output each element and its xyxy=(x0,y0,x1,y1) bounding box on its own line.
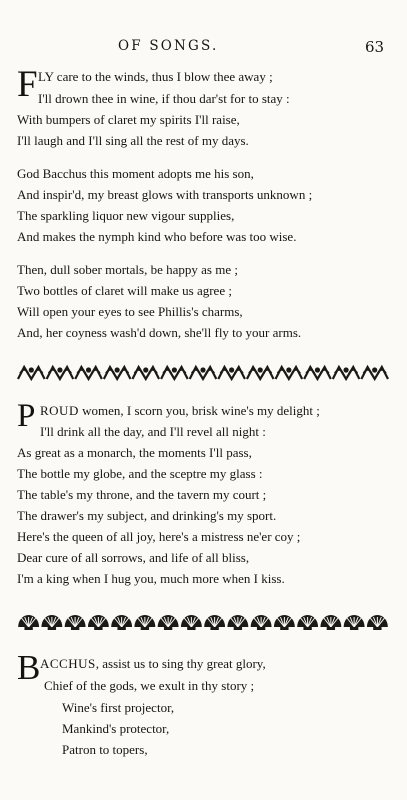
verse-line: As great as a monarch, the moments I'll pass, xyxy=(17,445,252,460)
fleuron-unit xyxy=(104,367,131,379)
shell-unit xyxy=(88,615,109,630)
verse-line: The bottle my globe, and the sceptre my glass : xyxy=(17,466,263,481)
shell-unit xyxy=(41,615,62,630)
shell-unit xyxy=(251,615,272,630)
verse-line: ACCHUS, assist us to sing thy great glory, xyxy=(40,656,266,671)
shell-unit xyxy=(297,615,318,630)
fleuron-unit xyxy=(75,367,102,379)
verse-line: Here's the queen of all joy, here's a mistress ne'er coy ; xyxy=(17,529,301,544)
drop-cap: B xyxy=(17,648,41,687)
fleuron-unit xyxy=(47,367,74,379)
verse-line: Then, dull sober mortals, be happy as me ; xyxy=(17,262,238,277)
verse-line: Dear cure of all sorrows, and life of all bliss, xyxy=(17,550,250,565)
verse-line: Mankind's protector, xyxy=(62,721,170,736)
verse-line: God Bacchus this moment adopts me his son, xyxy=(17,166,254,181)
verse-line: Will open your eyes to see Phillis's charms, xyxy=(17,304,243,319)
verse-line: ROUD women, I scorn you, brisk wine's my delight ; xyxy=(40,403,320,418)
fleuron-unit xyxy=(247,367,274,379)
shell-unit xyxy=(134,615,155,630)
shell-unit xyxy=(18,615,39,630)
fleuron-unit xyxy=(132,367,159,379)
fleuron-unit xyxy=(361,367,388,379)
fleuron-unit xyxy=(18,367,45,379)
verse-line: I'll drown thee in wine, if thou dar'st for to stay : xyxy=(38,91,290,106)
verse-line: With bumpers of claret my spirits I'll raise, xyxy=(17,112,240,127)
shell-unit xyxy=(204,615,225,630)
verse-line: The table's my throne, and the tavern my court ; xyxy=(17,487,267,502)
shell-unit xyxy=(367,615,388,630)
shell-unit xyxy=(274,615,295,630)
shell-unit xyxy=(181,615,202,630)
verse-line: Two bottles of claret will make us agree ; xyxy=(17,283,232,298)
page-header xyxy=(0,38,407,58)
verse-line: I'll laugh and I'll sing all the rest of my days. xyxy=(17,133,249,148)
shell-unit xyxy=(158,615,179,630)
shell-unit xyxy=(227,615,248,630)
fleuron-unit xyxy=(218,367,245,379)
page-number: 63 xyxy=(365,38,385,56)
shell-unit xyxy=(111,615,132,630)
fleuron-unit xyxy=(333,367,360,379)
fleuron-unit xyxy=(304,367,331,379)
verse-line: LY care to the winds, thus I blow thee away ; xyxy=(38,69,273,84)
shell-fleuron-divider xyxy=(17,611,389,633)
verse-line: The drawer's my subject, and drinking's my sport. xyxy=(17,508,277,523)
verse-line: The sparkling liquor new vigour supplies, xyxy=(17,208,235,223)
verse-line: Patron to topers, xyxy=(62,742,148,757)
drop-cap: F xyxy=(17,64,38,105)
verse-line: And, her coyness wash'd down, she'll fly to your arms. xyxy=(17,325,302,340)
fleuron-unit xyxy=(161,367,188,379)
shell-unit xyxy=(344,615,365,630)
running-title: OF SONGS. xyxy=(118,38,219,54)
fleuron-divider xyxy=(17,364,389,382)
verse-line: Wine's first projector, xyxy=(62,700,175,715)
shell-unit xyxy=(65,615,86,630)
verse-line: And makes the nymph kind who before was too wise. xyxy=(17,229,297,244)
verse-line: Chief of the gods, we exult in thy story ; xyxy=(44,678,255,693)
verse-line: I'll drink all the day, and I'll revel all night : xyxy=(40,424,266,439)
fleuron-unit xyxy=(190,367,217,379)
drop-cap: P xyxy=(17,398,36,434)
verse-line: And inspir'd, my breast glows with transports unknown ; xyxy=(17,187,313,202)
shell-unit xyxy=(320,615,341,630)
fleuron-unit xyxy=(276,367,303,379)
verse-line: I'm a king when I hug you, much more when I kiss. xyxy=(17,571,285,586)
